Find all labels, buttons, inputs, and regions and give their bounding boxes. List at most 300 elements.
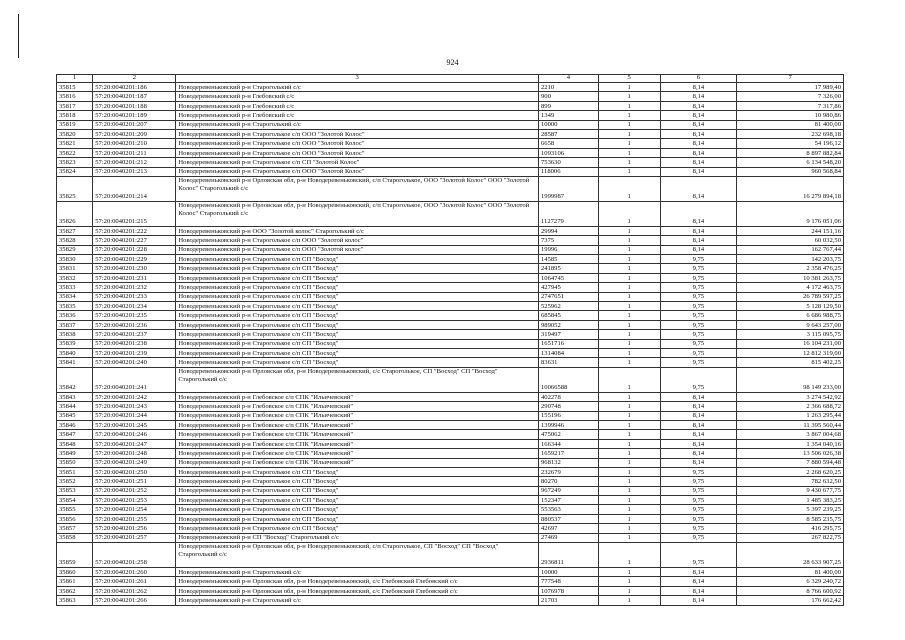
- table-row: [57, 505, 844, 514]
- rate-cell: 9,75: [660, 524, 737, 533]
- rate-cell: 9,75: [660, 486, 737, 495]
- rate-cell: 9,75: [660, 358, 737, 367]
- row-number-cell: 35816: [57, 92, 93, 101]
- table-row: [57, 449, 844, 458]
- cadastral-number-cell: 57:20:0040201:215: [93, 201, 176, 226]
- area-cell: 2747651: [538, 292, 598, 301]
- address-cell: Новодеревеньковский р-н Староголькое с/п СП "Восход": [176, 496, 539, 505]
- value-cell: 12 812 319,00: [737, 348, 844, 357]
- table-row: [57, 358, 844, 367]
- value-cell: 9 176 051,06: [737, 201, 844, 226]
- coefficient-cell: 1: [598, 402, 660, 411]
- rate-cell: 8,14: [660, 158, 737, 167]
- cadastral-number-cell: 57:20:0040201:229: [93, 255, 176, 264]
- area-cell: 241895: [538, 264, 598, 273]
- area-cell: 777548: [538, 577, 598, 586]
- rate-cell: 9,75: [660, 264, 737, 273]
- coefficient-cell: 1: [598, 533, 660, 542]
- rate-cell: 8,14: [660, 120, 737, 129]
- cadastral-number-cell: 57:20:0040201:255: [93, 514, 176, 523]
- cadastral-number-cell: 57:20:0040201:262: [93, 586, 176, 595]
- coefficient-cell: 1: [598, 226, 660, 235]
- table-row: [57, 101, 844, 110]
- address-cell: Новодеревеньковский р-н Староголькое с/п СП "Восход": [176, 255, 539, 264]
- value-cell: 11 395 560,44: [737, 420, 844, 429]
- row-number-cell: 35821: [57, 139, 93, 148]
- row-number-cell: 35860: [57, 568, 93, 577]
- value-cell: 10 381 263,75: [737, 273, 844, 282]
- address-cell: Новодеревеньковский р-н Староголькое с/п СП "Восход": [176, 311, 539, 320]
- coefficient-cell: 1: [598, 496, 660, 505]
- rate-cell: 8,14: [660, 148, 737, 157]
- coefficient-cell: 1: [598, 449, 660, 458]
- row-number-cell: 35840: [57, 348, 93, 357]
- coefficient-cell: 1: [598, 348, 660, 357]
- cadastral-number-cell: 57:20:0040201:232: [93, 283, 176, 292]
- value-cell: 960 568,84: [737, 167, 844, 176]
- row-number-cell: 35859: [57, 543, 93, 568]
- coefficient-cell: 1: [598, 320, 660, 329]
- address-cell: Новодеревеньковский р-н Орловская обл, р-н Новодеревеньковский, с/п Староголькое, ООО "Золотой Колос" ООО "Золотой Колос" Староголький с/с: [176, 176, 539, 201]
- page-number: 924: [446, 58, 459, 67]
- rate-cell: 8,14: [660, 568, 737, 577]
- cadastral-number-cell: 57:20:0040201:252: [93, 486, 176, 495]
- value-cell: 2 268 620,25: [737, 467, 844, 476]
- rate-cell: 8,14: [660, 458, 737, 467]
- cadastral-number-cell: 57:20:0040201:222: [93, 226, 176, 235]
- cadastral-number-cell: 57:20:0040201:240: [93, 358, 176, 367]
- address-cell: Новодеревеньковский р-н Староголькое с/п СП "Восход": [176, 292, 539, 301]
- rate-cell: 8,14: [660, 129, 737, 138]
- value-cell: 176 662,42: [737, 596, 844, 605]
- coefficient-cell: 1: [598, 273, 660, 282]
- value-cell: 26 789 597,25: [737, 292, 844, 301]
- area-cell: 290748: [538, 402, 598, 411]
- value-cell: 13 506 026,38: [737, 449, 844, 458]
- cadastral-number-cell: 57:20:0040201:188: [93, 101, 176, 110]
- table-row: [57, 339, 844, 348]
- table-row: [57, 201, 844, 226]
- table-row: [57, 83, 844, 92]
- area-cell: 968132: [538, 458, 598, 467]
- row-number-cell: 35824: [57, 167, 93, 176]
- coefficient-cell: 1: [598, 302, 660, 311]
- value-cell: 244 151,16: [737, 226, 844, 235]
- row-number-cell: 35829: [57, 245, 93, 254]
- row-number-cell: 35856: [57, 514, 93, 523]
- area-cell: 2936811: [538, 543, 598, 568]
- address-cell: Новодеревеньковский р-н Староголькое с/п СП "Восход": [176, 505, 539, 514]
- rate-cell: 8,14: [660, 411, 737, 420]
- table-row: [57, 543, 844, 568]
- address-cell: Новодеревеньковский р-н Староголькое с/п ООО "Золотой колос": [176, 245, 539, 254]
- column-header: 4: [538, 75, 598, 83]
- row-number-cell: 35832: [57, 273, 93, 282]
- cadastral-number-cell: 57:20:0040201:241: [93, 367, 176, 392]
- value-cell: 3 115 095,75: [737, 330, 844, 339]
- cadastral-number-cell: 57:20:0040201:228: [93, 245, 176, 254]
- address-cell: Новодеревеньковский р-н Глебовский с/с: [176, 92, 539, 101]
- cadastral-number-cell: 57:20:0040201:242: [93, 392, 176, 401]
- coefficient-cell: 1: [598, 129, 660, 138]
- coefficient-cell: 1: [598, 245, 660, 254]
- cadastral-number-cell: 57:20:0040201:250: [93, 467, 176, 476]
- area-cell: 1093106: [538, 148, 598, 157]
- address-cell: Новодеревеньковский р-н Староголькое с/п СП "Восход": [176, 514, 539, 523]
- value-cell: 81 400,00: [737, 120, 844, 129]
- address-cell: Новодеревеньковский р-н Глебовское с/п СПК "Ильичевский": [176, 449, 539, 458]
- row-number-cell: 35825: [57, 176, 93, 201]
- row-number-cell: 35863: [57, 596, 93, 605]
- address-cell: Новодеревеньковский р-н Орловская обл, р-н Новодеревеньковский, с/с Глебовский Глебовский с/с: [176, 577, 539, 586]
- row-number-cell: 35823: [57, 158, 93, 167]
- rate-cell: 8,14: [660, 439, 737, 448]
- address-cell: Новодеревеньковский р-н Староголькое с/п СП "Восход": [176, 477, 539, 486]
- area-cell: 118006: [538, 167, 598, 176]
- value-cell: 7 317,86: [737, 101, 844, 110]
- cadastral-number-cell: 57:20:0040201:211: [93, 148, 176, 157]
- cadastral-number-cell: 57:20:0040201:187: [93, 92, 176, 101]
- table-row: [57, 330, 844, 339]
- address-cell: Новодеревеньковский р-н Глебовское с/п СПК "Ильичевский": [176, 439, 539, 448]
- value-cell: 6 134 548,20: [737, 158, 844, 167]
- area-cell: 1999987: [538, 176, 598, 201]
- row-number-cell: 35841: [57, 358, 93, 367]
- table-row: [57, 420, 844, 429]
- area-cell: 27469: [538, 533, 598, 542]
- table-row: [57, 236, 844, 245]
- cadastral-number-cell: 57:20:0040201:235: [93, 311, 176, 320]
- table-row: [57, 302, 844, 311]
- rate-cell: 9,75: [660, 255, 737, 264]
- rate-cell: 9,75: [660, 320, 737, 329]
- row-number-cell: 35834: [57, 292, 93, 301]
- table-row: [57, 524, 844, 533]
- cadastral-number-cell: 57:20:0040201:189: [93, 111, 176, 120]
- value-cell: 2 358 476,25: [737, 264, 844, 273]
- cadastral-number-cell: 57:20:0040201:186: [93, 83, 176, 92]
- row-number-cell: 35836: [57, 311, 93, 320]
- rate-cell: 8,14: [660, 420, 737, 429]
- margin-rule: [18, 14, 19, 58]
- cadastral-number-cell: 57:20:0040201:213: [93, 167, 176, 176]
- rate-cell: 8,14: [660, 92, 737, 101]
- value-cell: 232 698,18: [737, 129, 844, 138]
- rate-cell: 9,75: [660, 505, 737, 514]
- area-cell: 10066588: [538, 367, 598, 392]
- cadastral-number-cell: 57:20:0040201:253: [93, 496, 176, 505]
- coefficient-cell: 1: [598, 83, 660, 92]
- address-cell: Новодеревеньковский р-н Глебовское с/п СПК "Ильичевский": [176, 420, 539, 429]
- row-number-cell: 35826: [57, 201, 93, 226]
- table-row: [57, 92, 844, 101]
- rate-cell: 8,14: [660, 236, 737, 245]
- table-row: [57, 148, 844, 157]
- coefficient-cell: 1: [598, 283, 660, 292]
- area-cell: 427945: [538, 283, 598, 292]
- area-cell: 10000: [538, 120, 598, 129]
- coefficient-cell: 1: [598, 577, 660, 586]
- area-cell: 553563: [538, 505, 598, 514]
- cadastral-number-cell: 57:20:0040201:247: [93, 439, 176, 448]
- cadastral-number-cell: 57:20:0040201:257: [93, 533, 176, 542]
- cadastral-number-cell: 57:20:0040201:230: [93, 264, 176, 273]
- address-cell: Новодеревеньковский р-н Староголькое с/п ООО "Золотой Колос": [176, 139, 539, 148]
- address-cell: Новодеревеньковский р-н Староголький с/с: [176, 568, 539, 577]
- value-cell: 4 172 463,75: [737, 283, 844, 292]
- value-cell: 1 485 383,25: [737, 496, 844, 505]
- row-number-cell: 35838: [57, 330, 93, 339]
- value-cell: 16 279 894,18: [737, 176, 844, 201]
- rate-cell: 8,14: [660, 83, 737, 92]
- cadastral-number-cell: 57:20:0040201:231: [93, 273, 176, 282]
- cadastral-number-cell: 57:20:0040201:233: [93, 292, 176, 301]
- coefficient-cell: 1: [598, 430, 660, 439]
- table-body: [57, 83, 844, 606]
- value-cell: 5 397 239,25: [737, 505, 844, 514]
- coefficient-cell: 1: [598, 411, 660, 420]
- row-number-cell: 35839: [57, 339, 93, 348]
- table-row: [57, 477, 844, 486]
- rate-cell: 8,14: [660, 139, 737, 148]
- cadastral-number-cell: 57:20:0040201:236: [93, 320, 176, 329]
- table-row: [57, 226, 844, 235]
- value-cell: 10 980,86: [737, 111, 844, 120]
- cadastral-number-cell: 57:20:0040201:260: [93, 568, 176, 577]
- cadastral-number-cell: 57:20:0040201:210: [93, 139, 176, 148]
- rate-cell: 9,75: [660, 367, 737, 392]
- address-cell: Новодеревеньковский р-н Староголькое с/п СП "Восход": [176, 486, 539, 495]
- coefficient-cell: 1: [598, 467, 660, 476]
- coefficient-cell: 1: [598, 358, 660, 367]
- row-number-cell: 35822: [57, 148, 93, 157]
- coefficient-cell: 1: [598, 568, 660, 577]
- table-row: [57, 120, 844, 129]
- column-header: 3: [176, 75, 539, 83]
- value-cell: 17 989,40: [737, 83, 844, 92]
- table-row: [57, 458, 844, 467]
- address-cell: Новодеревеньковский р-н Староголький с/с: [176, 120, 539, 129]
- table-row: [57, 586, 844, 595]
- table-row: [57, 348, 844, 357]
- table-row: [57, 439, 844, 448]
- value-cell: 5 128 129,50: [737, 302, 844, 311]
- row-number-cell: 35830: [57, 255, 93, 264]
- rate-cell: 9,75: [660, 302, 737, 311]
- table-row: [57, 568, 844, 577]
- rate-cell: 8,14: [660, 596, 737, 605]
- rate-cell: 8,14: [660, 167, 737, 176]
- row-number-cell: 35819: [57, 120, 93, 129]
- address-cell: Новодеревеньковский р-н Староголькое с/п СП "Восход": [176, 330, 539, 339]
- row-number-cell: 35827: [57, 226, 93, 235]
- coefficient-cell: 1: [598, 101, 660, 110]
- rate-cell: 9,75: [660, 467, 737, 476]
- coefficient-cell: 1: [598, 367, 660, 392]
- table-row: [57, 167, 844, 176]
- table-row: [57, 292, 844, 301]
- address-cell: Новодеревеньковский р-н ООО "Золотой колос" Староголький с/с: [176, 226, 539, 235]
- area-cell: 1349: [538, 111, 598, 120]
- rate-cell: 8,14: [660, 586, 737, 595]
- cadastral-number-cell: 57:20:0040201:234: [93, 302, 176, 311]
- value-cell: 3 867 004,68: [737, 430, 844, 439]
- value-cell: 267 822,75: [737, 533, 844, 542]
- coefficient-cell: 1: [598, 596, 660, 605]
- row-number-cell: 35862: [57, 586, 93, 595]
- row-number-cell: 35861: [57, 577, 93, 586]
- rate-cell: 8,14: [660, 226, 737, 235]
- address-cell: Новодеревеньковский р-н Староголькое с/п СП "Восход": [176, 348, 539, 357]
- address-cell: Новодеревеньковский р-н Глебовское с/п СПК "Ильичевский": [176, 411, 539, 420]
- cadastral-number-cell: 57:20:0040201:245: [93, 420, 176, 429]
- address-cell: Новодеревеньковский р-н Глебовское с/п СПК "Ильичевский": [176, 392, 539, 401]
- area-cell: 21703: [538, 596, 598, 605]
- coefficient-cell: 1: [598, 201, 660, 226]
- value-cell: 782 632,50: [737, 477, 844, 486]
- address-cell: Новодеревеньковский р-н Староголькое с/п СП "Восход": [176, 524, 539, 533]
- area-cell: 29994: [538, 226, 598, 235]
- area-cell: 19996: [538, 245, 598, 254]
- registry-table: [56, 74, 844, 606]
- coefficient-cell: 1: [598, 158, 660, 167]
- table-row: [57, 311, 844, 320]
- area-cell: 155196: [538, 411, 598, 420]
- table-row: [57, 514, 844, 523]
- cadastral-number-cell: 57:20:0040201:251: [93, 477, 176, 486]
- area-cell: 1314084: [538, 348, 598, 357]
- value-cell: 16 104 231,00: [737, 339, 844, 348]
- area-cell: 880537: [538, 514, 598, 523]
- rate-cell: 8,14: [660, 402, 737, 411]
- area-cell: 10000: [538, 568, 598, 577]
- row-number-cell: 35850: [57, 458, 93, 467]
- coefficient-cell: 1: [598, 392, 660, 401]
- rate-cell: 9,75: [660, 477, 737, 486]
- table-row: [57, 255, 844, 264]
- address-cell: Новодеревеньковский р-н Староголькое с/п СП "Восход": [176, 467, 539, 476]
- coefficient-cell: 1: [598, 264, 660, 273]
- area-cell: 899: [538, 101, 598, 110]
- address-cell: Новодеревеньковский р-н Глебовское с/п СПК "Ильичевский": [176, 402, 539, 411]
- cadastral-number-cell: 57:20:0040201:227: [93, 236, 176, 245]
- table-row: [57, 111, 844, 120]
- cadastral-number-cell: 57:20:0040201:249: [93, 458, 176, 467]
- area-cell: 14585: [538, 255, 598, 264]
- address-cell: Новодеревеньковский р-н Староголькое с/п СП "Восход": [176, 320, 539, 329]
- row-number-cell: 35847: [57, 430, 93, 439]
- address-cell: Новодеревеньковский р-н Глебовское с/п СПК "Ильичевский": [176, 458, 539, 467]
- area-cell: 166344: [538, 439, 598, 448]
- area-cell: 685845: [538, 311, 598, 320]
- cadastral-number-cell: 57:20:0040201:248: [93, 449, 176, 458]
- coefficient-cell: 1: [598, 236, 660, 245]
- coefficient-cell: 1: [598, 139, 660, 148]
- address-cell: Новодеревеньковский р-н Орловская обл, р-н Новодеревеньковский, с/п Староголькое, СП "Восход" СП "Восход" Староголький с/с: [176, 543, 539, 568]
- row-number-cell: 35858: [57, 533, 93, 542]
- coefficient-cell: 1: [598, 486, 660, 495]
- rate-cell: 8,14: [660, 101, 737, 110]
- table-row: [57, 577, 844, 586]
- rate-cell: 9,75: [660, 514, 737, 523]
- coefficient-cell: 1: [598, 255, 660, 264]
- address-cell: Новодеревеньковский р-н Орловская обл, р-н Новодеревеньковский, с/с Староголькое, СП "Восход" СП "Восход" Староголький с/с: [176, 367, 539, 392]
- address-cell: Новодеревеньковский р-н Глебовский с/с: [176, 101, 539, 110]
- rate-cell: 9,75: [660, 292, 737, 301]
- table-row: [57, 402, 844, 411]
- area-cell: 7375: [538, 236, 598, 245]
- address-cell: Новодеревеньковский р-н Староголькое с/п СП "Восход": [176, 302, 539, 311]
- rate-cell: 8,14: [660, 176, 737, 201]
- value-cell: 8 766 600,92: [737, 586, 844, 595]
- table-row: [57, 467, 844, 476]
- value-cell: 60 032,50: [737, 236, 844, 245]
- address-cell: Новодеревеньковский р-н Староголькое с/п СП "Восход": [176, 264, 539, 273]
- row-number-cell: 35845: [57, 411, 93, 420]
- rate-cell: 9,75: [660, 533, 737, 542]
- rate-cell: 9,75: [660, 348, 737, 357]
- value-cell: 81 400,00: [737, 568, 844, 577]
- coefficient-cell: 1: [598, 505, 660, 514]
- cadastral-number-cell: 57:20:0040201:207: [93, 120, 176, 129]
- row-number-cell: 35831: [57, 264, 93, 273]
- table-row: [57, 129, 844, 138]
- address-cell: Новодеревеньковский р-н Староголький с/с: [176, 83, 539, 92]
- coefficient-cell: 1: [598, 586, 660, 595]
- row-number-cell: 35846: [57, 420, 93, 429]
- area-cell: 6658: [538, 139, 598, 148]
- area-cell: 1659217: [538, 449, 598, 458]
- value-cell: 54 196,12: [737, 139, 844, 148]
- area-cell: 83631: [538, 358, 598, 367]
- rate-cell: 8,14: [660, 449, 737, 458]
- cadastral-number-cell: 57:20:0040201:256: [93, 524, 176, 533]
- coefficient-cell: 1: [598, 148, 660, 157]
- area-cell: 475062: [538, 430, 598, 439]
- cadastral-number-cell: 57:20:0040201:244: [93, 411, 176, 420]
- table-row: [57, 283, 844, 292]
- rate-cell: 9,75: [660, 283, 737, 292]
- column-header: 7: [737, 75, 844, 83]
- cadastral-number-cell: 57:20:0040201:238: [93, 339, 176, 348]
- address-cell: Новодеревеньковский р-н Староголькое с/п СП "Восход": [176, 273, 539, 282]
- row-number-cell: 35835: [57, 302, 93, 311]
- column-header: 5: [598, 75, 660, 83]
- coefficient-cell: 1: [598, 167, 660, 176]
- address-cell: Новодеревеньковский р-н Староголькое с/п СП "Золотой Колос": [176, 158, 539, 167]
- value-cell: 8 585 235,75: [737, 514, 844, 523]
- coefficient-cell: 1: [598, 543, 660, 568]
- value-cell: 9 430 677,75: [737, 486, 844, 495]
- row-number-cell: 35820: [57, 129, 93, 138]
- coefficient-cell: 1: [598, 111, 660, 120]
- area-cell: 753630: [538, 158, 598, 167]
- table-row: [57, 176, 844, 201]
- address-cell: Новодеревеньковский р-н Староголький с/с: [176, 596, 539, 605]
- address-cell: Новодеревеньковский р-н Староголькое с/п ООО "Золотой колос": [176, 236, 539, 245]
- area-cell: 42697: [538, 524, 598, 533]
- table-row: [57, 158, 844, 167]
- coefficient-cell: 1: [598, 458, 660, 467]
- address-cell: Новодеревеньковский р-н Глебовский с/с: [176, 111, 539, 120]
- rate-cell: 9,75: [660, 543, 737, 568]
- value-cell: 416 295,75: [737, 524, 844, 533]
- area-cell: 152347: [538, 496, 598, 505]
- rate-cell: 9,75: [660, 330, 737, 339]
- table-row: [57, 367, 844, 392]
- value-cell: 162 767,44: [737, 245, 844, 254]
- area-cell: 1064745: [538, 273, 598, 282]
